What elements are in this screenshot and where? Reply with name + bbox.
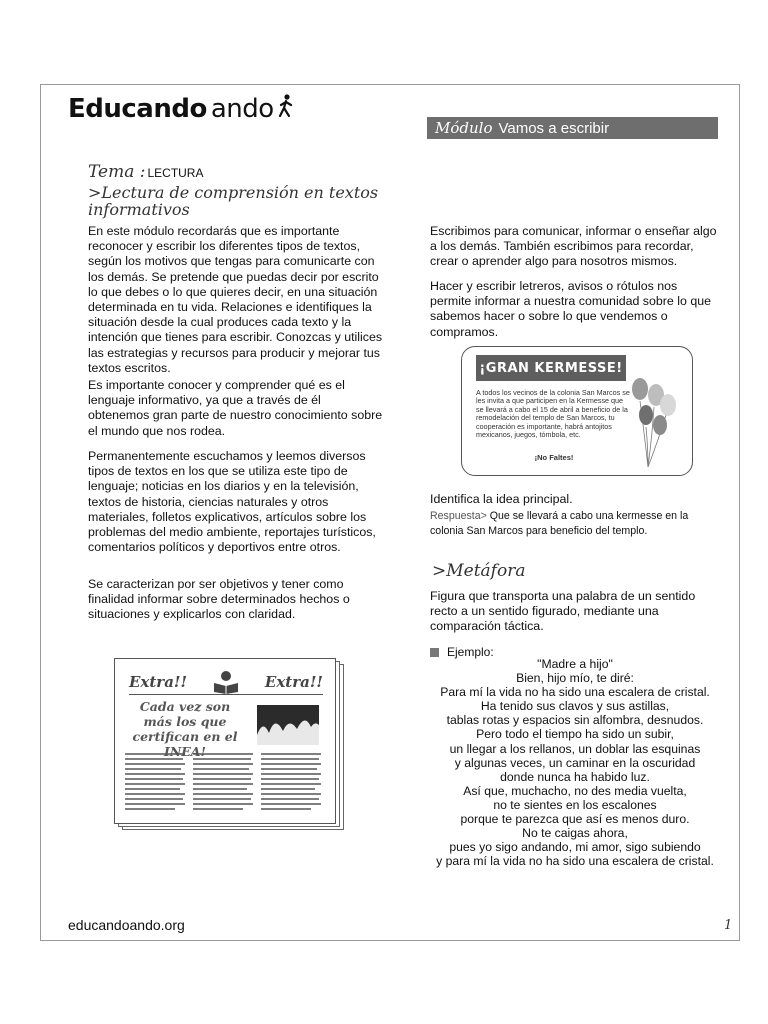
main-idea-question: Identifica la idea principal. — [430, 492, 573, 506]
balloons-icon — [628, 371, 684, 471]
text-types-paragraph: Permanentemente escuchamos y leemos diversos tipos de textos en los que se utiliza este tipo de lenguaje; noticias en los diarios y en la televisión, textos de historia, ciencias naturales y otros materiales, folletos explicativos, artículos sobre los problemas del medio ambiente, reportajes turísticos, comentarios políticos y deportivos entre otros. — [88, 449, 376, 555]
module-title: Vamos a escribir — [498, 119, 610, 137]
answer-block — [430, 509, 720, 539]
poem-line: un llegar a los rellanos, un doblar las esquinas — [449, 741, 701, 756]
module-banner — [427, 117, 718, 139]
kermesse-footer: ¡No Faltes! — [534, 453, 574, 462]
answer-text: Que se llevará a cabo una kermesse en la colonia San Marcos para beneficio del templo. — [430, 510, 689, 537]
poem-line: "Madre a hijo" — [537, 657, 613, 671]
metaphor-heading: >Metáfora — [432, 561, 526, 581]
poem-line: Para mí la vida no ha sido una escalera de cristal. — [440, 685, 710, 700]
reader-icon — [211, 670, 241, 694]
characteristics-paragraph: Se caracterizan por ser objetivos y tener como finalidad informar sobre determinados hechos o situaciones y explicarlos con claridad. — [88, 577, 350, 622]
topic-subtitle: >Lectura de comprensión en textos informativos — [88, 183, 379, 219]
logo-light-text: ando — [210, 94, 274, 124]
poem-line: y para mí la vida no ha sido una escalera de cristal. — [436, 854, 714, 869]
informative-language-paragraph: Es importante conocer y comprender qué es el lenguaje informativo, ya que a través de él obtenemos gran parte de nuestro conocimiento sobre el mundo que nos rodea. — [88, 378, 383, 438]
poem-line: pues yo sigo andando, mi amor, sigo subiendo — [449, 840, 701, 855]
footer-url-link[interactable]: educandoando.org — [68, 917, 185, 933]
kermesse-title: ¡GRAN KERMESSE! — [476, 355, 626, 381]
signs-paragraph: Hacer y escribir letreros, avisos o rótulos nos permite informar a nuestra comunidad sobre lo que sabemos hacer o sobre lo que vendemos o compramos. — [430, 279, 712, 339]
topic-value: LECTURA — [147, 166, 204, 180]
extra-left: Extra!! — [129, 672, 188, 691]
newspaper-text-lines — [125, 751, 325, 817]
walking-person-icon — [278, 94, 294, 118]
poem — [418, 657, 732, 868]
topic-heading — [88, 162, 388, 218]
module-word: Módulo — [435, 119, 493, 137]
poem-line: Así que, muchacho, no des media vuelta, — [463, 783, 687, 798]
page-number: 1 — [724, 918, 733, 933]
poem-line: No te caigas ahora, — [522, 826, 628, 841]
newspaper-photo — [257, 705, 319, 745]
poem-line: tablas rotas y espacios sin alfombra, desnudos. — [446, 713, 704, 728]
kermesse-text: A todos los vecinos de la colonia San Marcos se les invita a que participen en la Kermesse que se llevará a cabo el 15 de abril a beneficio de la remodelación del templo de San Marcos, tu cooperación es importante, habrá antojitos mexicanos, juegos, tómbola, etc. — [476, 388, 630, 440]
square-bullet-icon — [430, 648, 439, 657]
extra-right: Extra!! — [264, 672, 323, 691]
site-logo[interactable] — [68, 90, 294, 124]
poem-line: no te sientes en los escalones — [493, 797, 657, 812]
newspaper-front-page — [114, 658, 336, 824]
metaphor-definition: Figura que transporta una palabra de un sentido recto a un sentido figurado, mediante una comparación táctica. — [430, 589, 696, 634]
newspaper-masthead — [129, 669, 323, 695]
example-label: Ejemplo: — [447, 645, 494, 659]
intro-paragraph: En este módulo recordarás que es importante reconocer y escribir los diferentes tipos de textos, según los motivos que tengas para comunicarte con los demás. Se pretende que puedas decir por escrito lo que debes o lo que quieres decir, en una situación determinada en tu vida. Relaciones e identifiques la situación desde la cual produces cada texto y la intención que tienes para escribir. Conozcas y utilices las estrategias y recursos para producir y mejorar tus textos escritos. — [88, 224, 383, 375]
why-write-paragraph: Escribimos para comunicar, informar o enseñar algo a los demás. También escribimos para recordar, crear o aprender algo para nosotros mismos. — [430, 224, 717, 269]
newspaper-headline: Cada vez son más los que certifican en el INEA! — [132, 699, 238, 759]
poem-line: Bien, hijo mío, te diré: — [516, 671, 634, 686]
newspaper-illustration — [114, 658, 342, 830]
poem-line: y algunas veces, un caminar en la oscuridad — [454, 755, 696, 770]
logo-strong-text: Educando — [68, 94, 207, 124]
poem-line: Pero todo el tiempo ha sido un subir, — [476, 727, 674, 742]
answer-label: Respuesta> — [430, 510, 487, 522]
kermesse-flyer — [461, 346, 693, 476]
poem-line: Ha tenido sus clavos y sus astillas, — [480, 699, 670, 714]
topic-label: Tema : — [88, 162, 146, 182]
poem-line: porque te parezca que así es menos duro. — [460, 812, 690, 827]
poem-line: donde nunca ha habido luz. — [500, 769, 650, 784]
